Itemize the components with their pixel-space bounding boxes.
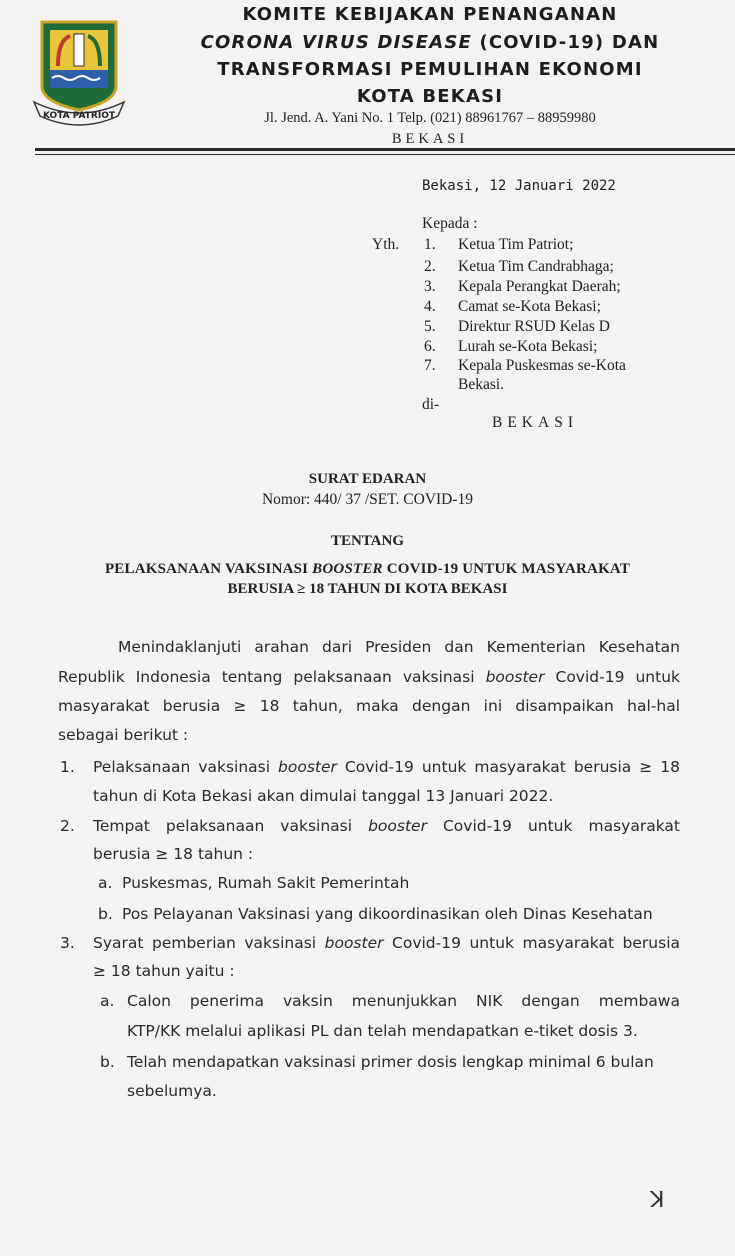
- recipients-place: BEKASI: [492, 414, 578, 431]
- letterhead-line-1: KOMITE KEBIJAKAN PENANGANAN: [242, 4, 618, 25]
- intro-line-2: Republik Indonesia tentang pelaksanaan vaksinasi booster Covid-19 untuk: [58, 668, 680, 686]
- date-line: Bekasi, 12 Januari 2022: [422, 178, 616, 194]
- kota-bekasi-emblem-icon: [28, 16, 130, 128]
- recipients-di: di-: [422, 396, 440, 413]
- letterhead-line-3: TRANSFORMASI PEMULIHAN EKONOMI: [217, 59, 643, 80]
- tentang-heading: TENTANG: [330, 533, 405, 549]
- intro-line-4: sebagai berikut :: [58, 726, 189, 744]
- intro-line-1: Menindaklanjuti arahan dari Presiden dan Kementerian Kesehatan: [118, 638, 680, 656]
- letterhead-rule-thick: [35, 148, 735, 151]
- intro-line-3: masyarakat berusia ≥ 18 tahun, maka dengan ini disampaikan hal-hal: [58, 697, 680, 715]
- recipients-kepada: Kepada :: [422, 215, 478, 232]
- letterhead-city: BEKASI: [391, 131, 469, 147]
- letter-nomor: Nomor: 440/ 37 /SET. COVID-19: [261, 491, 474, 508]
- letterhead-line-2: CORONA VIRUS DISEASE (COVID-19) DAN: [200, 32, 660, 53]
- letterhead-line-4: KOTA BEKASI: [356, 86, 504, 107]
- letterhead-rule-thin: [35, 154, 735, 155]
- letterhead-address: Jl. Jend. A. Yani No. 1 Telp. (021) 88961767 – 88959980: [264, 110, 596, 126]
- subject-line-1: PELAKSANAAN VAKSINASI BOOSTER COVID-19 UNTUK MASYARAKAT: [104, 561, 631, 577]
- paraf-mark: ꓘ: [650, 1188, 665, 1213]
- recipients-yth: Yth.: [372, 236, 400, 253]
- subject-line-2: BERUSIA ≥ 18 TAHUN DI KOTA BEKASI: [227, 581, 508, 597]
- svg-text:KOTA PATRIOT: KOTA PATRIOT: [42, 111, 116, 121]
- letter-heading: SURAT EDARAN: [308, 471, 427, 487]
